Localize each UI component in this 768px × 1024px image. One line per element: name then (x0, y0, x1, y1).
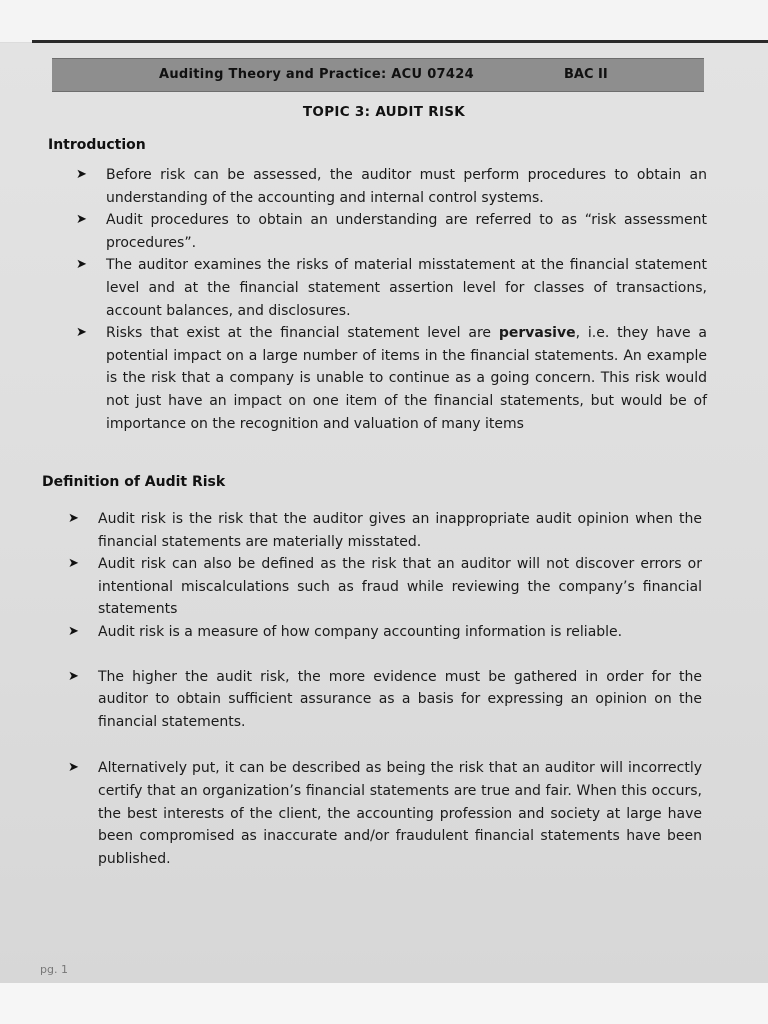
arrow-bullet-icon: ➤ (68, 760, 79, 776)
course-header-bar (52, 58, 704, 92)
list-item-text: Audit risk can also be defined as the risk that an auditor will not discover errors or intentional miscalculations such as fraud while reviewing the company’s financial statements (98, 556, 702, 618)
arrow-bullet-icon: ➤ (68, 511, 79, 526)
list-item (68, 757, 702, 870)
arrow-bullet-icon: ➤ (68, 623, 79, 639)
course-title: Auditing Theory and Practice: ACU 07424 (159, 67, 474, 82)
arrow-bullet-icon: ➤ (76, 257, 87, 273)
list-item (68, 666, 702, 734)
list-item-text: The auditor examines the risks of material misstatement at the financial statement level and at the financial statement assertion level for classes of transactions, account balances, and disclosures. (106, 257, 707, 319)
arrow-bullet-icon: ➤ (76, 212, 87, 228)
list-item-text: Audit risk is the risk that the auditor gives an inappropriate audit opinion when the financial statements are materially misstated. (98, 511, 702, 550)
definition-list (68, 508, 702, 870)
bottom-background (0, 983, 768, 1024)
list-item-text: Audit procedures to obtain an understanding are referred to as “risk assessment procedures”. (106, 212, 707, 251)
list-item-text: Risks that exist at the financial statement level are (106, 325, 499, 342)
arrow-bullet-icon: ➤ (68, 556, 79, 572)
list-item (68, 508, 702, 553)
list-item (76, 209, 707, 254)
topic-title: TOPIC 3: AUDIT RISK (302, 104, 466, 120)
arrow-bullet-icon: ➤ (76, 325, 87, 341)
definition-heading: Definition of Audit Risk (42, 474, 226, 490)
list-item-text: Before risk can be assessed, the auditor must perform procedures to obtain an understanding of the accounting and internal control systems. (106, 167, 707, 206)
list-item (76, 322, 707, 435)
list-item-text: Alternatively put, it can be described as being the risk that an auditor will incorrectly certify that an organization’s financial statements are true and fair. When this occurs, the best interests of the client, the accounting profession and society at large have been compromised as inaccurate and/or fraudulent financial statements have been published. (98, 760, 702, 867)
arrow-bullet-icon: ➤ (68, 668, 79, 684)
list-item (68, 553, 702, 621)
emphasis-pervasive: pervasive (498, 325, 576, 342)
list-item-text: The higher the audit risk, the more evidence must be gathered in order for the auditor to obtain sufficient assurance as a basis for expressing an opinion on the financial statements. (98, 668, 702, 730)
page-number: pg. 1 (40, 963, 68, 976)
list-item-text-cont: , i.e. they have a potential impact on a large number of items in the financial statements. An example is the risk that a company is unable to continue as a going concern. This risk would not just have an impact on one item of the financial statements, but would be of importance on the recognition and valuation of many items (106, 325, 707, 432)
course-level: BAC II (564, 67, 608, 82)
introduction-heading: Introduction (48, 137, 146, 153)
list-item (76, 254, 707, 322)
list-item (76, 164, 707, 209)
arrow-bullet-icon: ➤ (76, 167, 87, 182)
top-background (0, 0, 768, 42)
list-item (68, 621, 702, 644)
introduction-list (76, 164, 707, 435)
list-item-text: Audit risk is a measure of how company accounting information is reliable. (98, 623, 623, 640)
